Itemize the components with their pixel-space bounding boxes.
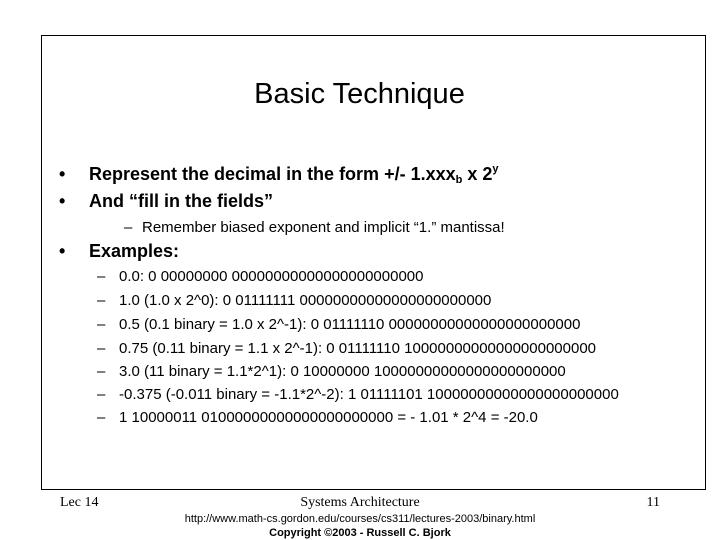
dash-marker: – (97, 292, 106, 309)
footer-copyright: Copyright ©2003 - Russell C. Bjork (269, 527, 451, 539)
dash-marker: – (97, 268, 106, 285)
dash-marker: – (97, 363, 106, 380)
bullet-text: And “fill in the fields” (89, 191, 273, 211)
bullet-dot: • (59, 191, 66, 211)
example-text: -0.375 (-0.011 binary = -1.1*2^-2): 1 01111101 10000000000000000000000 (119, 386, 619, 403)
dash-marker: – (97, 386, 106, 403)
dash-marker: – (124, 219, 133, 236)
footer-course: Systems Architecture (300, 495, 420, 510)
example-text: 0.0: 0 00000000 00000000000000000000000 (119, 268, 424, 285)
sub-note-text: Remember biased exponent and implicit “1.” mantissa! (142, 219, 505, 236)
superscript-y: y (492, 163, 499, 175)
footer-url: http://www.math-cs.gordon.edu/courses/cs311/lectures-2003/binary.html (184, 513, 536, 525)
bullet-dot: • (59, 164, 66, 184)
example-text: 1 10000011 01000000000000000000000 = - 1.01 * 2^4 = -20.0 (119, 409, 538, 426)
dash-marker: – (97, 340, 106, 357)
example-text: 0.75 (0.11 binary = 1.1 x 2^-1): 0 01111110 10000000000000000000000 (119, 340, 597, 357)
example-text: 0.5 (0.1 binary = 1.0 x 2^-1): 0 01111110 00000000000000000000000 (119, 316, 581, 333)
bullet-text-mid: x 2 (462, 164, 493, 184)
bullet-dot: • (59, 241, 66, 261)
subscript-b: b (455, 174, 463, 186)
example-text: 1.0 (1.0 x 2^0): 0 01111111 00000000000000000000000 (119, 292, 492, 309)
dash-marker: – (97, 316, 106, 333)
slide-title: Basic Technique (254, 78, 465, 110)
example-text: 3.0 (11 binary = 1.1*2^1): 0 10000000 10000000000000000000000 (119, 363, 566, 380)
dash-marker: – (97, 409, 106, 426)
examples-heading: Examples: (89, 241, 180, 261)
bullet-text (89, 163, 499, 185)
footer-lecture: Lec 14 (60, 495, 99, 510)
footer-page-number: 11 (646, 495, 660, 510)
bullet-text-main: Represent the decimal in the form +/- 1.xxx (89, 164, 456, 184)
